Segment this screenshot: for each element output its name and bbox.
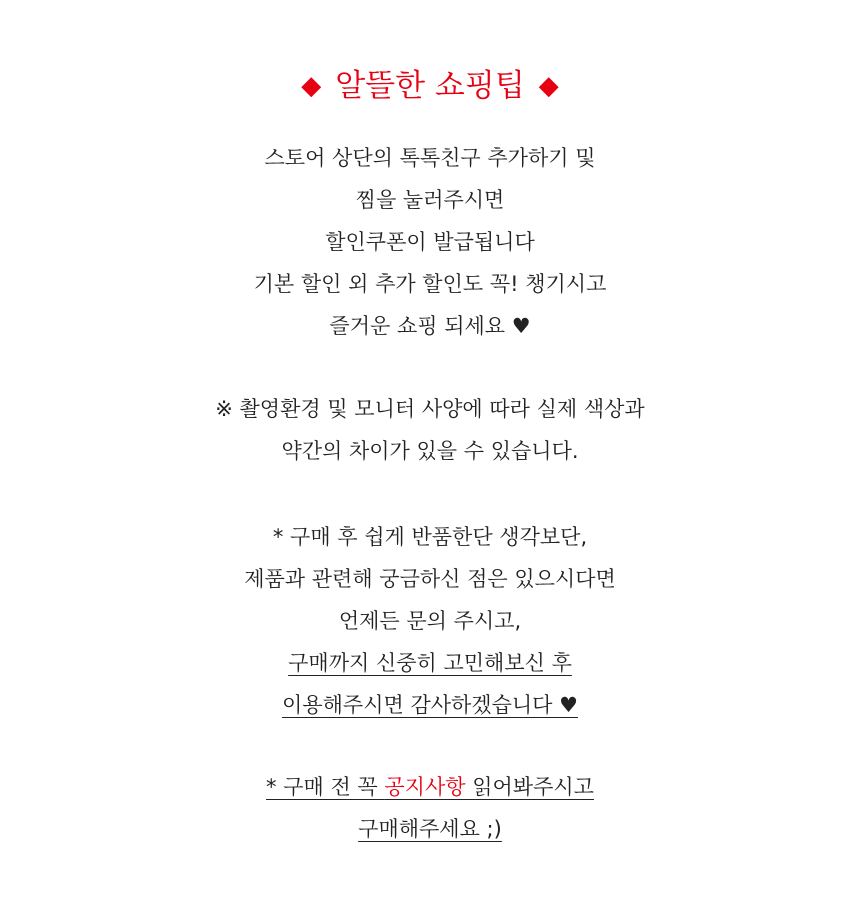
- shopping-tip-title: [0, 64, 860, 108]
- reminder-text: [266, 775, 594, 799]
- text-line: * 구매 후 쉽게 반품한단 생각보단,: [272, 525, 588, 549]
- text-line: 스토어 상단의 톡톡친구 추가하기 및: [264, 146, 596, 170]
- text-line: 할인쿠폰이 발급됩니다: [325, 230, 535, 254]
- text-line: ※ 촬영환경 및 모니터 사양에 따라 실제 색상과: [215, 397, 645, 421]
- return-policy-notice: [0, 516, 860, 726]
- text-line: 약간의 차이가 있을 수 있습니다.: [281, 439, 579, 463]
- text-line: 기본 할인 외 추가 할인도 꼭! 챙기시고: [253, 272, 607, 296]
- text-line: 찜을 눌러주시면: [355, 188, 505, 212]
- read-notice-reminder: [0, 766, 860, 850]
- reminder-suffix: 읽어봐주시고: [465, 775, 594, 799]
- notice-highlight: 공지사항: [384, 775, 466, 799]
- underlined-text: 구매까지 신중히 고민해보신 후: [288, 651, 572, 675]
- diamond-icon-left: ◆: [301, 71, 322, 101]
- text-line: 즐거운 쇼핑 되세요 ♥: [329, 314, 531, 338]
- underlined-line: [0, 642, 860, 684]
- text-line: 제품과 관련해 궁금하신 점은 있으시다면: [244, 567, 616, 591]
- color-difference-notice: [0, 388, 860, 472]
- underlined-line: [0, 808, 860, 850]
- underlined-text: 이용해주시면 감사하겠습니다 ♥: [282, 693, 578, 717]
- underlined-line: [0, 766, 860, 808]
- diamond-icon-right: ◆: [538, 71, 559, 101]
- underlined-line: [0, 684, 860, 726]
- coupon-tip-section: [0, 137, 860, 347]
- text-line: 언제든 문의 주시고,: [338, 609, 522, 633]
- reminder-closing: 구매해주세요 ;): [358, 817, 502, 841]
- title-text: 알뜰한 쇼핑팁: [335, 68, 525, 104]
- reminder-prefix: * 구매 전 꼭: [266, 775, 385, 799]
